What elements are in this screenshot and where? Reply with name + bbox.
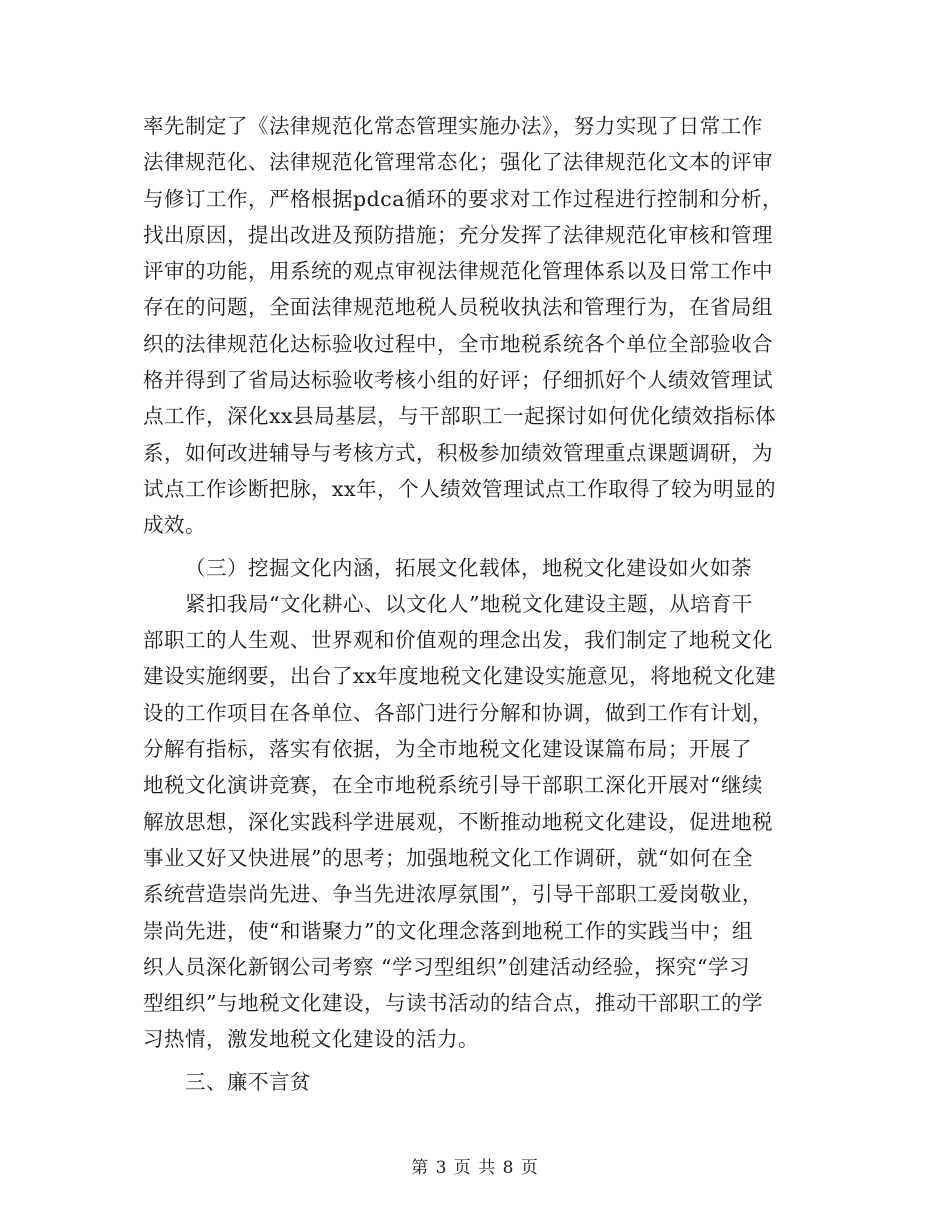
text-line: 成效。	[143, 513, 206, 538]
text-line: 习热情，激发地税文化建设的活力。	[143, 1027, 479, 1052]
page-number: 第 3 页 共 8 页	[411, 1158, 539, 1178]
text-line: 织人员深化新钢公司考察 “学习型组织”创建活动经验，探究“学习	[143, 954, 750, 979]
text-line: 分解有指标，落实有依据，为全市地税文化建设谋篇布局；开展了	[143, 737, 752, 762]
heading-text: 三、廉不言贫	[185, 1069, 311, 1094]
text-line: 解放思想，深化实践科学进展观，不断推动地税文化建设，促进地税	[143, 809, 773, 834]
text-line: 法律规范化、法律规范化管理常态化；强化了法律规范化文本的评审	[143, 150, 773, 175]
text-line: 系统营造崇尚先进、争当先进浓厚氛围”，引导干部职工爱岗敬业，	[143, 882, 763, 907]
text-line: 地税文化演讲竞赛，在全市地税系统引导干部职工深化开展对“继续	[143, 773, 763, 798]
paragraph-tax-culture	[143, 586, 803, 1058]
text-line: 率先制定了《法律规范化常态管理实施办法》，努力实现了日常工作	[143, 114, 763, 138]
text-line: 格并得到了省局达标验收考核小组的好评；仔细抓好个人绩效管理试	[143, 368, 773, 393]
text-line: 评审的功能，用系统的观点审视法律规范化管理体系以及日常工作中	[143, 259, 773, 284]
text-line: 建设实施纲要，出台了xx年度地税文化建设实施意见，将地税文化建	[143, 664, 777, 689]
text-line: 与修订工作，严格根据pdca循环的要求对工作过程进行控制和分析，	[143, 186, 783, 211]
text-line: 事业又好又快进展”的思考；加强地税文化工作调研，就“如何在全	[143, 845, 753, 870]
text-line: 型组织”与地税文化建设，与读书活动的结合点，推动干部职工的学	[143, 991, 763, 1016]
text-line: 部职工的人生观、世界观和价值观的理念出发，我们制定了地税文化	[143, 628, 773, 653]
text-line: 找出原因，提出改进及预防措施；充分发挥了法律规范化审核和管理	[143, 222, 773, 247]
document-body	[143, 108, 803, 1100]
text-line: 试点工作诊断把脉，xx年，个人绩效管理试点工作取得了较为明显的	[143, 476, 777, 501]
text-line: 点工作，深化xx县局基层，与干部职工一起探讨如何优化绩效指标体	[143, 404, 777, 429]
text-line: 织的法律规范化达标验收过程中，全市地税系统各个单位全部验收合	[143, 331, 773, 356]
section-heading-integrity	[143, 1064, 803, 1100]
text-line: 存在的问题，全面法律规范地税人员税收执法和管理行为，在省局组	[143, 295, 773, 320]
text-line: 崇尚先进，使“和谐聚力”的文化理念落到地税工作的实践当中；组	[143, 918, 753, 943]
paragraph-legal-standardization	[143, 108, 803, 544]
page-footer	[0, 1153, 950, 1178]
text-line: 设的工作项目在各单位、各部门进行分解和协调，做到工作有计划，	[143, 700, 773, 725]
heading-text: （三）挖掘文化内涵，拓展文化载体，地税文化建设如火如荼	[185, 555, 752, 580]
section-heading-culture	[143, 550, 803, 586]
text-line: 紧扣我局“文化耕心、以文化人”地税文化建设主题，从培育干	[185, 591, 753, 616]
text-line: 系，如何改进辅导与考核方式，积极参加绩效管理重点课题调研，为	[143, 440, 773, 465]
